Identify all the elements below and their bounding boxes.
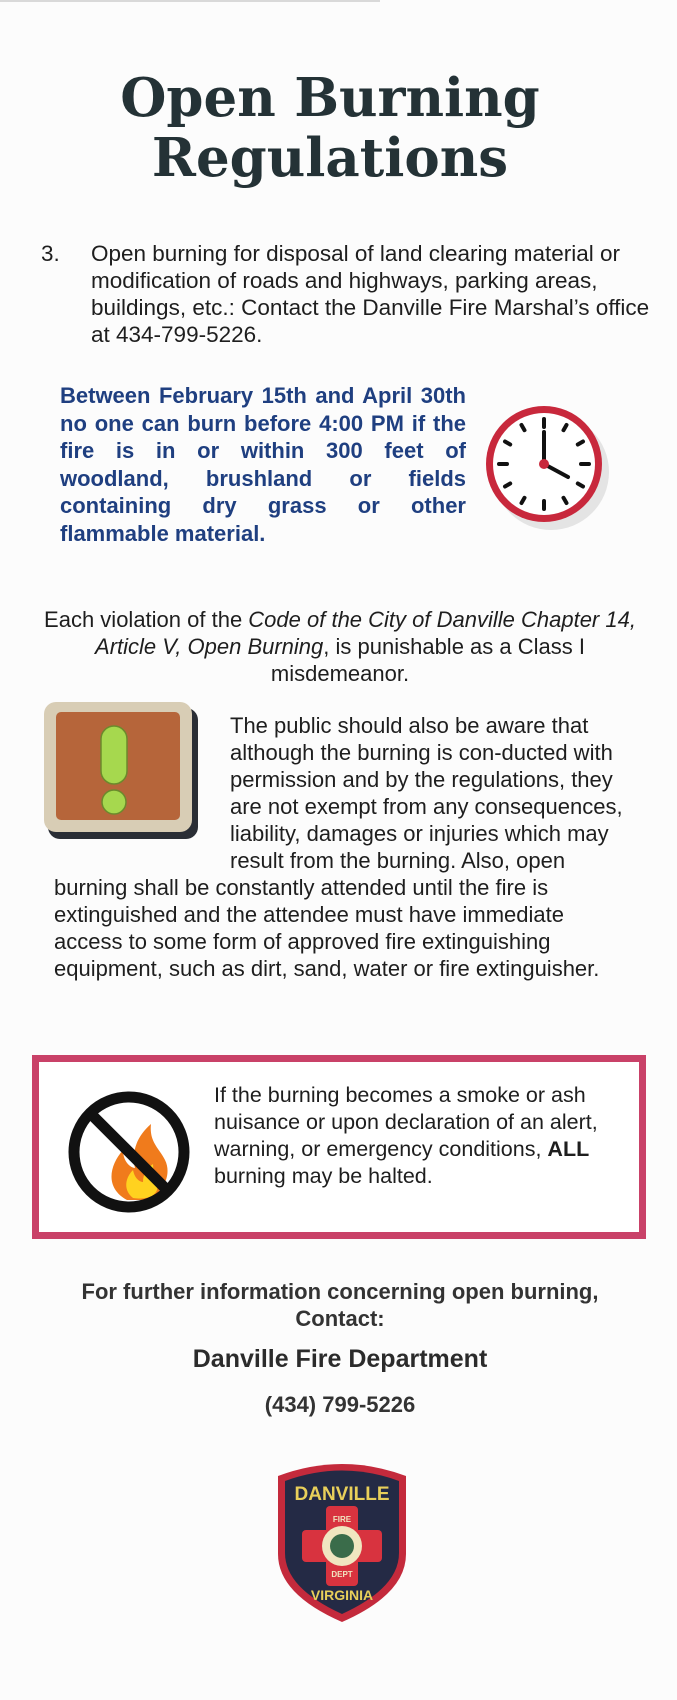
department-phone: (434) 799-5226	[264, 1392, 416, 1417]
code-citation: Code of the City of Danville Chapter 14, Article V, Open Burning	[95, 607, 636, 659]
further-info-line-1: For further information concerning open burning,	[81, 1279, 599, 1304]
fire-department-badge	[268, 1454, 416, 1624]
title-line-2: Regulations	[151, 127, 509, 189]
further-info-line-2: Contact:	[295, 1306, 385, 1331]
item-number: 3.	[41, 241, 60, 266]
scan-edge-line	[0, 0, 380, 2]
clock-icon	[478, 398, 614, 534]
badge-top-text: DANVILLE	[294, 1484, 390, 1505]
public-awareness-text: The public should also be aware that although the burning is con-ducted with permission and by the regulations, they are not exempt from any consequences, liability, damages or injuries which may result from the burning. Also, open burning shall be constantly attended until the fire is extinguished and the attendee must have immediate access to some form of approved fire extinguishing equipment, such as dirt, sand, water or fire extinguisher.	[54, 713, 623, 981]
badge-fire-text: FIRE	[332, 1515, 352, 1524]
halt-prefix: If the burning becomes a smoke or ash nuisance or upon declaration of an alert, warning, or emergency conditions,	[214, 1083, 598, 1161]
no-burning-icon	[65, 1088, 193, 1216]
badge-dept-text: DEPT	[331, 1570, 353, 1579]
badge-bottom-text: VIRGINIA	[310, 1587, 374, 1603]
halt-emphasis: ALL	[547, 1137, 590, 1161]
halt-notice-box	[32, 1055, 646, 1239]
violation-prefix: Each violation of the	[44, 607, 249, 632]
title-line-1: Open Burning	[120, 67, 540, 129]
department-name: Danville Fire Department	[192, 1345, 488, 1373]
public-awareness-paragraph	[54, 712, 634, 982]
violation-statement	[40, 606, 640, 687]
violation-suffix: , is punishable as a Class I misdemeanor.	[270, 634, 585, 686]
halt-notice-text	[214, 1082, 614, 1190]
item-text: Open burning for disposal of land clearing material or modification of roads and highways, parking areas, buildings, etc.: Contact the Danville Fire Marshal’s office at 434-799-5226.	[91, 241, 650, 347]
seasonal-notice: Between February 15th and April 30th no one can burn before 4:00 PM if the fire is in or within 300 feet of woodland, brushland or fields containing dry grass or other flammable material.	[60, 383, 466, 546]
further-info	[30, 1278, 650, 1332]
halt-suffix: burning may be halted.	[214, 1164, 433, 1188]
page-title	[60, 68, 600, 188]
